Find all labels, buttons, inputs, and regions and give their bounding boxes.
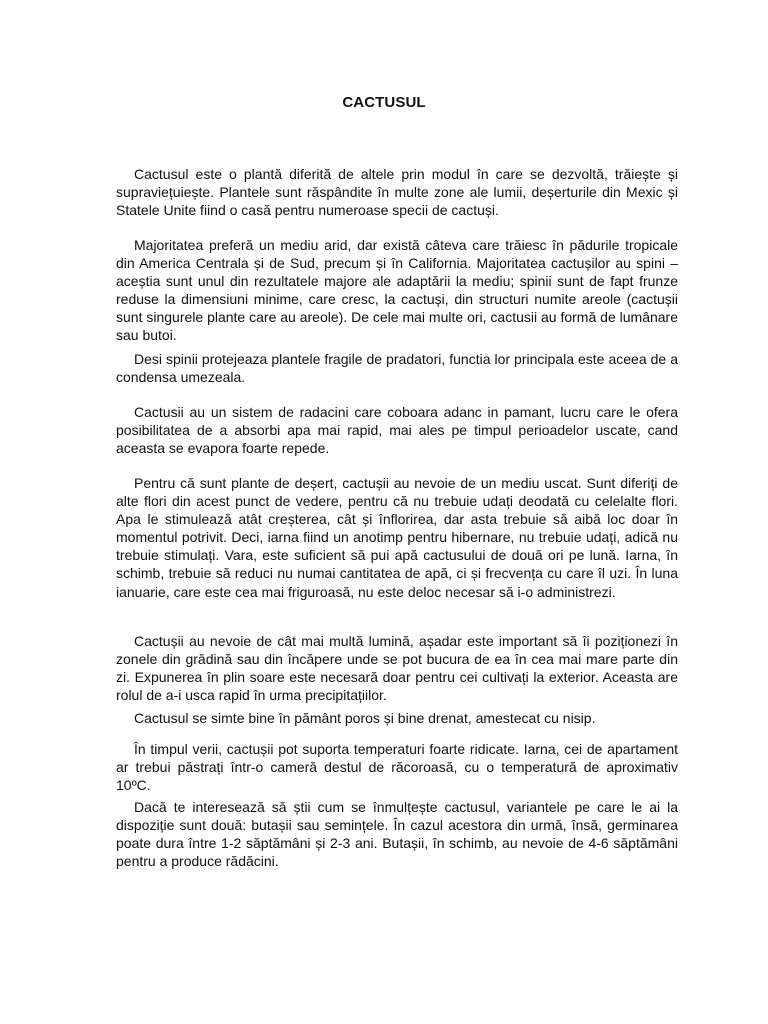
paragraph-light: Cactușii au nevoie de cât mai multă lumină, așadar este important să îi poziționezi în zonele din grădină sau din încăpere unde se pot bucura de ea în cea mai mare parte din zi. Expunerea în plin soare este necesară doar pentru cei cultivați la exterior. Aceasta are rolul de a-i usca rapid în urma precipitațiilor. <box>116 633 678 704</box>
paragraph-soil: Cactusul se simte bine în pământ poros și bine drenat, amestecat cu nisip. <box>134 710 596 726</box>
paragraph-habitat-spines: Majoritatea preferă un mediu arid, dar există câteva care trăiesc în pădurile tropicale din America Centrala și de Sud, precum și în California. Majoritatea cactușilor au spini – aceștia sunt unul din rezultatele majore ale adaptării la mediu; spinii sunt de fapt frunze reduse la dimensiuni minime, care cresc, la cactuși, din structuri numite areole (cactușii sunt singurele plante care au areole). De cele mai multe ori, cactusii au formă de lumânare sau butoi. <box>116 237 678 344</box>
paragraph-roots: Cactusii au un sistem de radacini care coboara adanc in pamant, lucru care le ofera posibilitatea de a absorbi apa mai rapid, mai ales pe timpul perioadelor uscate, cand aceasta se evapora foarte repede. <box>116 404 678 457</box>
document-title: CACTUSUL <box>342 94 426 111</box>
paragraph-intro: Cactusul este o plantă diferită de altele prin modul în care se dezvoltă, trăiește și supraviețuiește. Plantele sunt răspândite în multe zone ale lumii, deșerturile din Mexic și Statele Unite fiind o casă pentru numeroase specii de cactuși. <box>116 166 678 219</box>
paragraph-watering: Pentru că sunt plante de deșert, cactușii au nevoie de un mediu uscat. Sunt diferiți de alte flori din acest punct de vedere, pentru că nu trebuie udați deodată cu celelalte flori. Apa le stimulează atât creșterea, cât și înflorirea, dar asta trebuie să aibă loc doar în momentul potrivit. Deci, iarna fiind un anotimp pentru hibernare, nu trebuie udați, adică nu trebuie stimulați. Vara, este suficient să pui apă cactusului de două ori pe lună. Iarna, în schimb, trebuie să reduci nu numai cantitatea de apă, ci și frecvența cu care îl uzi. În luna ianuarie, care este cea mai friguroasă, nu este deloc necesar să i-o administrezi. <box>116 475 678 600</box>
paragraph-propagation: Dacă te interesează să știi cum se înmulțește cactusul, variantele pe care le ai la dispoziție sunt două: butașii sau semințele. În cazul acestora din urmă, însă, germinarea poate dura între 1-2 săptămâni și 2-3 ani. Butașii, în schimb, au nevoie de 4-6 săptămâni pentru a produce rădăcini. <box>116 799 678 870</box>
paragraph-temperature: În timpul verii, cactușii pot suporta temperaturi foarte ridicate. Iarna, cei de apartament ar trebui păstrați într-o cameră destul de răcoroasă, cu o temperatură de aproximativ 10ºC. <box>116 741 678 794</box>
paragraph-spines-function: Desi spinii protejeaza plantele fragile de pradatori, functia lor principala este aceea de a condensa umezeala. <box>116 351 678 386</box>
